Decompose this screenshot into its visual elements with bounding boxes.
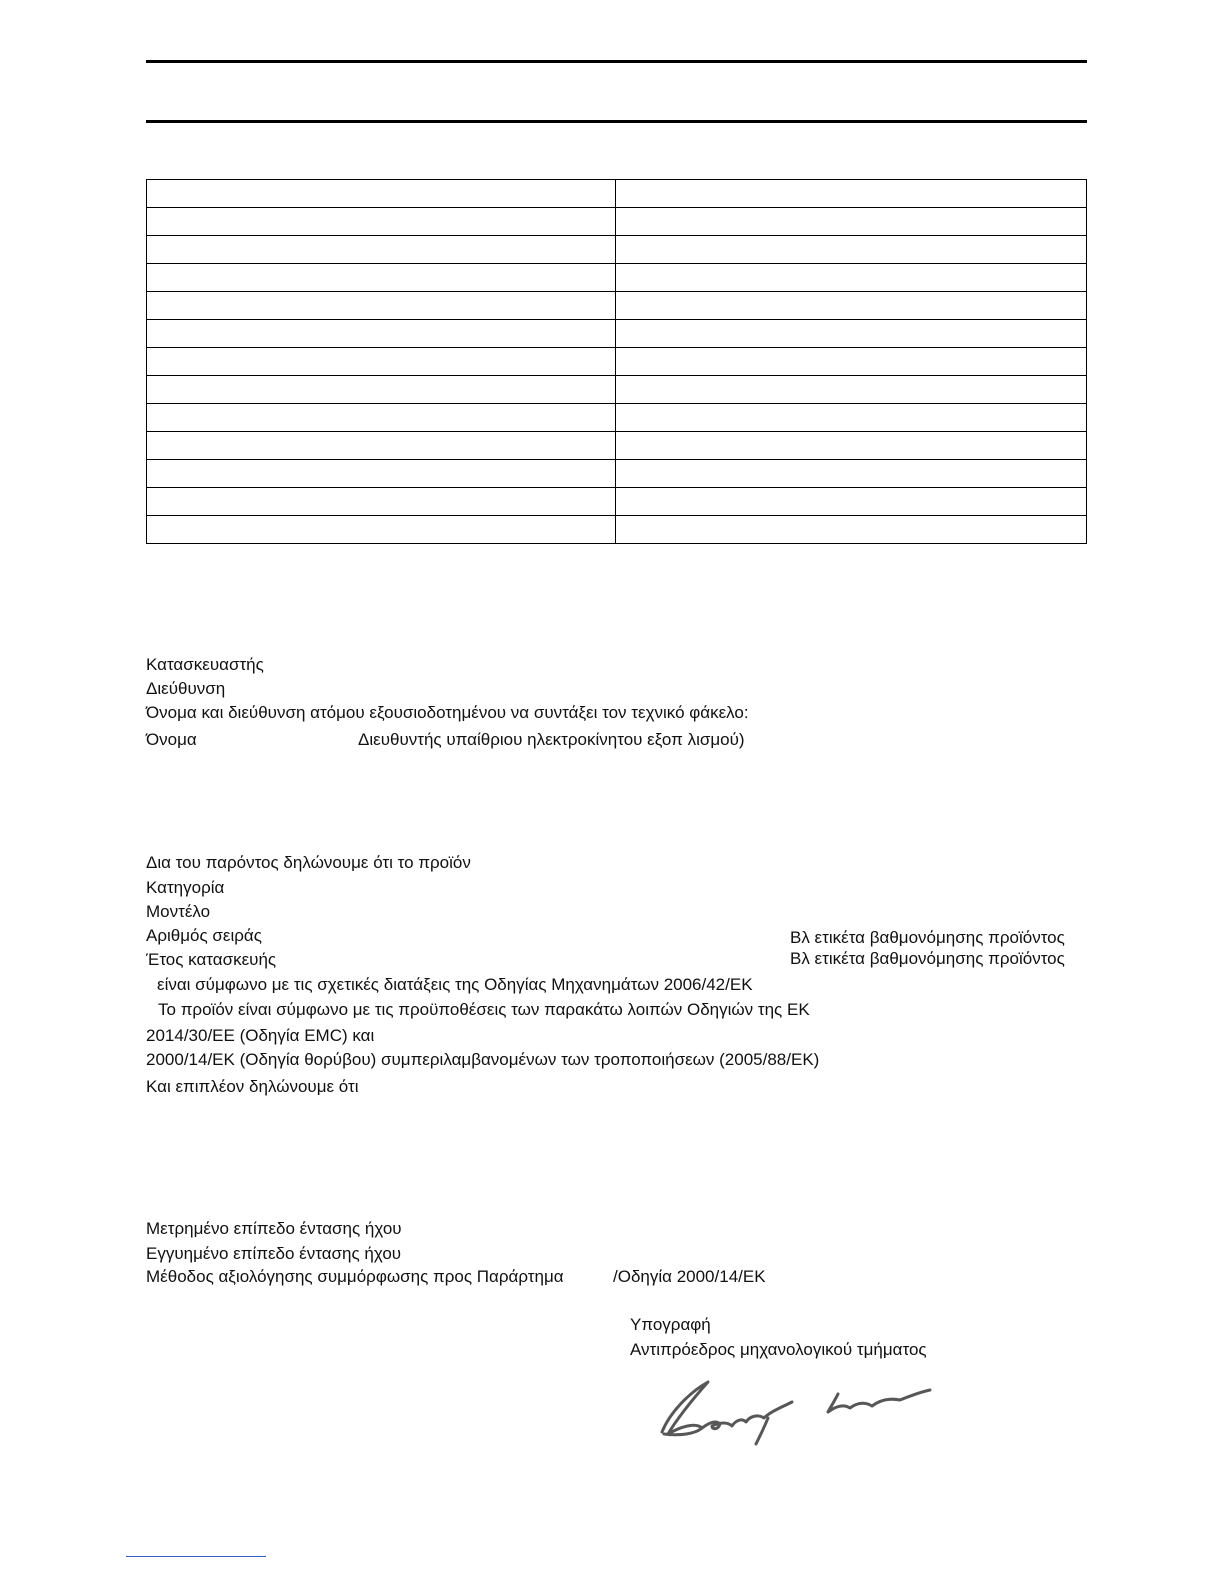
- header-rule-second: [146, 120, 1087, 123]
- handwritten-signature-image: [650, 1372, 940, 1452]
- table-row: [147, 432, 1087, 460]
- table-row: [147, 516, 1087, 544]
- table-cell-left: [147, 208, 616, 236]
- signatory-title: Αντιπρόεδρος μηχανολογικού τμήματος: [630, 1340, 927, 1359]
- table-cell-left: [147, 432, 616, 460]
- table-row: [147, 488, 1087, 516]
- noise-directive: 2000/14/ΕΚ (Οδηγία θορύβου) συμπεριλαμβανομένων των τροποποιήσεων (2005/88/ΕΚ): [146, 1050, 820, 1069]
- method-directive: /Οδηγία 2000/14/ΕΚ: [613, 1267, 766, 1286]
- table-cell-right: [616, 292, 1087, 320]
- table-cell-left: [147, 488, 616, 516]
- table-cell-left: [147, 404, 616, 432]
- table-row: [147, 320, 1087, 348]
- measured-sound-label: Μετρημένο επίπεδο έντασης ήχου: [146, 1219, 402, 1238]
- name-label: Όνομα: [146, 730, 197, 749]
- footer-link-line: [126, 1556, 266, 1557]
- model-label: Μοντέλο: [146, 902, 211, 921]
- year-value: Βλ ετικέτα βαθμονόμησης προϊόντος: [790, 949, 1065, 968]
- table-row: [147, 404, 1087, 432]
- table-cell-left: [147, 460, 616, 488]
- table-row: [147, 236, 1087, 264]
- guaranteed-sound-label: Εγγυημένο επίπεδο έντασης ήχου: [146, 1244, 402, 1263]
- category-label: Κατηγορία: [146, 878, 225, 897]
- address-label: Διεύθυνση: [146, 679, 226, 698]
- table-row: [147, 376, 1087, 404]
- table-row: [147, 348, 1087, 376]
- table-cell-left: [147, 236, 616, 264]
- serial-label: Αριθμός σειράς: [146, 926, 262, 945]
- authorized-person-label: Όνομα και διεύθυνση ατόμου εξουσιοδοτημένου να συντάξει τον τεχνικό φάκελο:: [146, 703, 749, 722]
- table-row: [147, 292, 1087, 320]
- table-cell-left: [147, 348, 616, 376]
- table-cell-right: [616, 236, 1087, 264]
- table-cell-left: [147, 516, 616, 544]
- table-cell-right: [616, 516, 1087, 544]
- manufacturer-label: Κατασκευαστής: [146, 655, 264, 674]
- table-cell-right: [616, 348, 1087, 376]
- header-rule-top: [146, 60, 1087, 63]
- furthermore-label: Και επιπλέον δηλώνουμε ότι: [146, 1077, 359, 1096]
- table-row: [147, 180, 1087, 208]
- year-label: Έτος κατασκευής: [146, 950, 277, 969]
- table-row: [147, 264, 1087, 292]
- table-cell-right: [616, 432, 1087, 460]
- table-row: [147, 460, 1087, 488]
- table-cell-right: [616, 264, 1087, 292]
- name-role: Διευθυντής υπαίθριου ηλεκτροκίνητου εξοπ λισμού): [358, 730, 745, 749]
- machinery-directive: είναι σύμφωνο με τις σχετικές διατάξεις της Οδηγίας Μηχανημάτων 2006/42/ΕΚ: [157, 975, 753, 994]
- emc-directive: 2014/30/ΕΕ (Οδηγία EMC) και: [146, 1026, 375, 1045]
- declaration-intro: Δια του παρόντος δηλώνουμε ότι το προϊόν: [146, 853, 471, 872]
- table-cell-left: [147, 320, 616, 348]
- method-label: Μέθοδος αξιολόγησης συμμόρφωσης προς Παράρτημα: [146, 1267, 564, 1286]
- serial-value: Βλ ετικέτα βαθμονόμησης προϊόντος: [790, 928, 1065, 947]
- other-directives: Το προϊόν είναι σύμφωνο με τις προϋποθέσεις των παρακάτω λοιπών Οδηγιών της ΕΚ: [158, 1000, 810, 1019]
- table-cell-right: [616, 320, 1087, 348]
- table-cell-left: [147, 180, 616, 208]
- table-cell-left: [147, 292, 616, 320]
- signature-label: Υπογραφή: [630, 1315, 711, 1334]
- table-cell-right: [616, 460, 1087, 488]
- table-cell-right: [616, 180, 1087, 208]
- table-cell-left: [147, 376, 616, 404]
- table-row: [147, 208, 1087, 236]
- table-cell-right: [616, 376, 1087, 404]
- table-cell-left: [147, 264, 616, 292]
- table-cell-right: [616, 404, 1087, 432]
- info-table: [146, 179, 1087, 544]
- table-cell-right: [616, 208, 1087, 236]
- table-cell-right: [616, 488, 1087, 516]
